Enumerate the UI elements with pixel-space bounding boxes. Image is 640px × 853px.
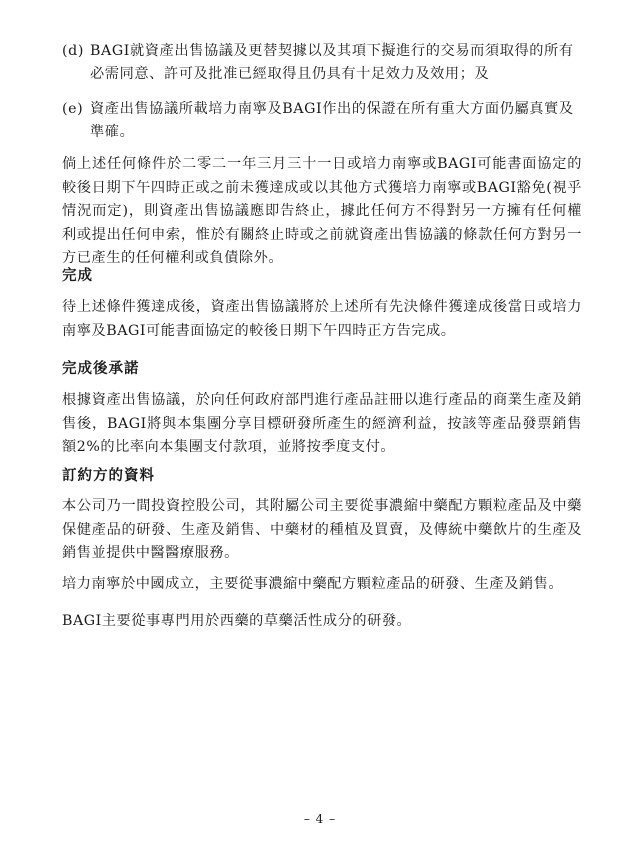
- item-text: BAGI就資產出售協議及更替契據以及其項下擬進行的交易而須取得的所有必需同意、許可及批准已經取得且仍具有十足效力及效用；及: [90, 43, 574, 82]
- peili-info-paragraph: 培力南寧於中國成立，主要從事濃縮中藥配方顆粒產品的研發、生產及銷售。: [62, 576, 564, 592]
- item-marker: (e): [62, 101, 84, 117]
- page-number: – 4 –: [303, 812, 337, 826]
- item-marker: (d): [62, 43, 84, 59]
- section-heading-post-completion: 完成後承諾: [62, 360, 140, 377]
- condition-item-d: [62, 40, 582, 86]
- post-completion-paragraph: 根據資產出售協議，於向任何政府部門進行產品註冊以進行產品的商業生產及銷售後，BAGI將與本集團分享目標研發所產生的經濟利益，按該等產品發票銷售額2%的比率向本集團支付款項，並將按季度支付。: [62, 392, 582, 455]
- bagi-info-paragraph: BAGI主要從事專門用於西藥的草藥活性成分的研發。: [62, 613, 412, 629]
- section-heading-completion: 完成: [62, 267, 93, 284]
- item-text: 資產出售協議所載培力南寧及BAGI作出的保證在所有重大方面仍屬真實及準確。: [90, 101, 574, 140]
- condition-item-e: [62, 98, 582, 144]
- conditions-paragraph: 倘上述任何條件於二零二一年三月三十一日或培力南寧或BAGI可能書面協定的較後日期下午四時正或之前未獲達成或以其他方式獲培力南寧或BAGI豁免(視乎情況而定)，則資產出售協議應即告終止，據此任何方不得對另一方擁有任何權利或提出任何申索，惟於有關終止時或之前就資產出售協議的條款任何方對另一方已產生的任何權利或負債除外。: [62, 156, 582, 266]
- company-info-paragraph: 本公司乃一間投資控股公司，其附屬公司主要從事濃縮中藥配方顆粒產品及中藥保健產品的研發、生產及銷售、中藥材的種植及買賣，及傳統中藥飲片的生產及銷售並提供中醫醫療服務。: [62, 498, 582, 561]
- completion-paragraph: 待上述條件獲達成後，資產出售協議將於上述所有先決條件獲達成後當日或培力南寧及BAGI可能書面協定的較後日期下午四時正方告完成。: [62, 299, 582, 339]
- section-heading-parties: 訂約方的資料: [62, 467, 155, 484]
